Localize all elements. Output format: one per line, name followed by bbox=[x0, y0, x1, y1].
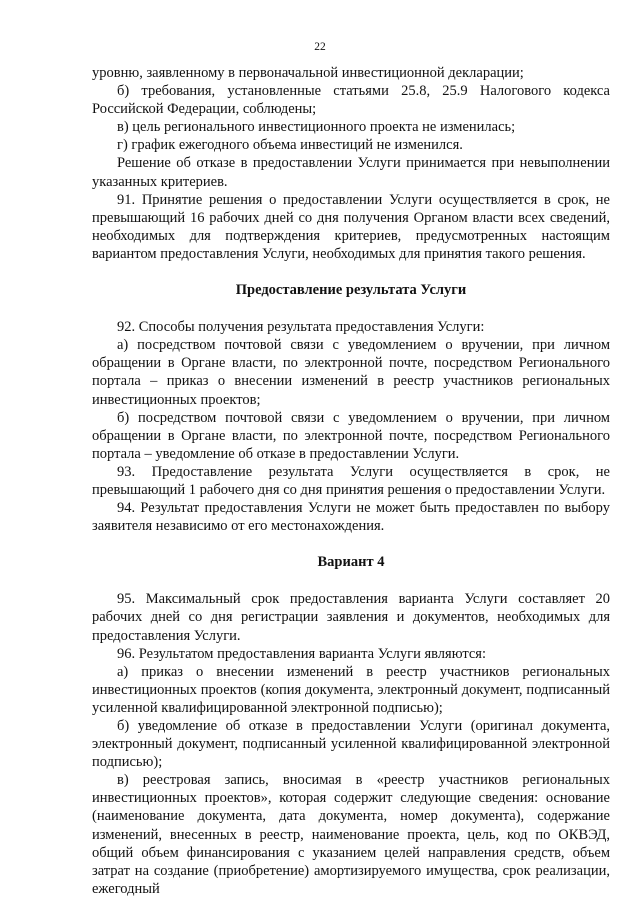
paragraph-item-b: б) требования, установленные статьями 25.8, 25.9 Налогового кодекса Российской Федерации, соблюдены; bbox=[92, 83, 610, 118]
paragraph-92-b: б) посредством почтовой связи с уведомлением о вручении, при личном обращении в Органе власти, по электронной почте, посредством Регионального портала – уведомление об отказе в предоставлении Услуги. bbox=[92, 409, 610, 462]
paragraph-96-b: б) уведомление об отказе в предоставлении Услуги (оригинал документа, электронный документ, подписанный усиленной квалифицированной электронной подписью); bbox=[92, 718, 610, 771]
paragraph-continuation: уровню, заявленному в первоначальной инвестиционной декларации; bbox=[92, 65, 524, 81]
paragraph-item-g: г) график ежегодного объема инвестиций не изменился. bbox=[117, 137, 463, 154]
paragraph-91: 91. Принятие решения о предоставлении Услуги осуществляется в срок, не превышающий 16 рабочих дней со дня получения Органом власти всех сведений, необходимых для подтверждения критериев, предусмотренных настоящим вариантом предоставления Услуги, необходимых для принятия такого решения. bbox=[92, 191, 610, 262]
paragraph-92-a: а) посредством почтовой связи с уведомлением о вручении, при личном обращении в Органе власти, по электронной почте, посредством Регионального портала – приказ о внесении изменений в реестр участников региональных инвестиционных проектов; bbox=[92, 337, 610, 408]
paragraph-item-v: в) цель регионального инвестиционного проекта не изменилась; bbox=[117, 119, 516, 136]
section-heading-result: Предоставление результата Услуги bbox=[235, 282, 467, 299]
paragraph-95: 95. Максимальный срок предоставления варианта Услуги составляет 20 рабочих дней со дня регистрации заявления и документов, необходимых для предоставления Услуги. bbox=[92, 591, 610, 644]
paragraph-96-a: а) приказ о внесении изменений в реестр участников региональных инвестиционных проектов (копия документа, электронный документ, подписанный усиленной квалифицированной электронной подписью); bbox=[92, 663, 610, 716]
paragraph-refusal-decision: Решение об отказе в предоставлении Услуги принимается при невыполнении указанных критериев. bbox=[92, 155, 610, 190]
paragraph-96: 96. Результатом предоставления варианта Услуги являются: bbox=[117, 645, 486, 662]
page-number: 22 bbox=[314, 41, 326, 53]
paragraph-96-v: в) реестровая запись, вносимая в «реестр участников региональных инвестиционных проектов», которая содержит следующие сведения: основание (наименование документа, дата документа, номер документа), содержание изменений, внесенных в реестр, наименование проекта, цель, код по ОКВЭД, общий объем финансирования с указанием целей направления средств, объем затрат на создание (приобретение) амортизируемого имущества, срок реализации, ежегодный bbox=[92, 772, 610, 897]
document-body bbox=[92, 64, 610, 898]
section-heading-variant: Вариант 4 bbox=[317, 554, 385, 571]
paragraph-92: 92. Способы получения результата предоставления Услуги: bbox=[117, 319, 485, 336]
paragraph-93: 93. Предоставление результата Услуги осуществляется в срок, не превышающий 1 рабочего дня со дня принятия решения о предоставлении Услуги. bbox=[92, 463, 610, 498]
paragraph-94: 94. Результат предоставления Услуги не может быть предоставлен по выбору заявителя независимо от его местонахождения. bbox=[92, 500, 610, 535]
